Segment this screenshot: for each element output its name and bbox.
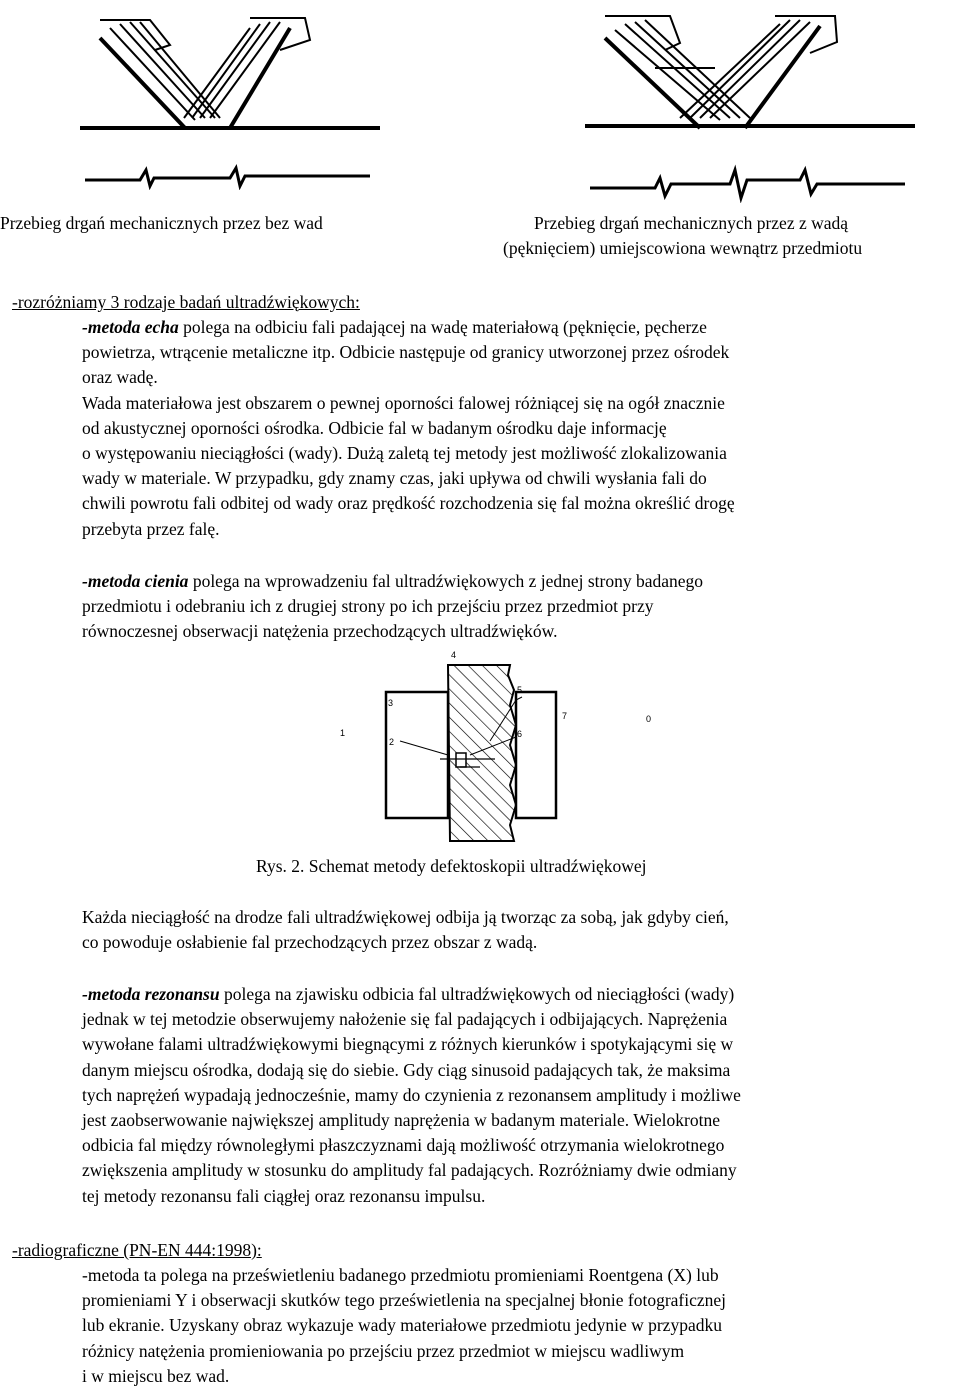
radiography-heading: -radiograficzne (PN-EN 444:1998):	[12, 1240, 262, 1260]
shadow-note-paragraph: Każda nieciągłość na drodze fali ultradźwiękowej odbija ją tworząc za sobą, jak gdyby cień, co powoduje osłabienie fal przechodzących przez obszar z wadą.	[82, 907, 729, 953]
diagram-label-2: 2	[389, 737, 395, 747]
diagram-label-7: 7	[562, 711, 568, 721]
left-caption: Przebieg drgań mechanicznych przez bez wad	[0, 213, 323, 233]
shadow-method-paragraph: -metoda cienia polega na wprowadzeniu fal ultradźwiękowych z jednej strony badanego przedmiotu i odebraniu ich z drugiej strony po ich przejściu przez przedmiot przy równoczesnej obserwacji natężenia przechodzących ultradźwięków.	[82, 571, 704, 642]
echo-method-paragraph: -metoda echa polega na odbiciu fali padającej na wadę materiałową (pęknięcie, pęcherze powietrza, wtrącenie metaliczne itp. Odbicie następuje od granicy utworzonej przez ośrodek oraz wadę. Wada materiałowa jest obszarem o pewnej oporności falowej różniącej się na ogół znacznie od akustycznej oporności ośrodka. Odbicie fal w badanym ośrodku daje informację o występowaniu nieciągłości (wady). Dużą zaletą tej metody jest możliwość zlokalizowania wady w materiale. W przypadku, gdy znamy czas, jaki upływa od chwili wysłania fali do chwili powrotu fali odbitej od wady oraz prędkość rozchodzenia się fal można określić drogę przebyta przez falę.	[82, 317, 735, 539]
diagram-label-6: 6	[517, 729, 523, 739]
right-caption-line2: (pęknięciem) umiejscowiona wewnątrz przedmiotu	[503, 238, 863, 258]
echo-method-term: -metoda echa	[82, 317, 179, 337]
diagram-caption: Rys. 2. Schemat metody defektoskopii ultradźwiękowej	[256, 856, 647, 876]
right-caption-line1: Przebieg drgań mechanicznych przez z wadą	[534, 213, 849, 233]
figure-with-defect	[585, 8, 915, 203]
shadow-method-term: -metoda cienia	[82, 571, 189, 591]
section-heading-ultrasound: -rozróżniamy 3 rodzaje badań ultradźwiękowych:	[12, 292, 360, 312]
diagram-label-4: 4	[451, 650, 457, 660]
radiography-paragraph: -metoda ta polega na prześwietleniu badanego przedmiotu promieniami Roentgena (X) lub promieniami Y i obserwacji skutków tego prześwietlenia na specjalnej błonie fotograficznej lub ekranie. Uzyskany obraz wykazuje wady materiałowe przedmiotu jedynie w przypadku różnicy natężenia promieniowania po przejściu przez przedmiot w miejscu wadliwym i w miejscu bez wad.	[82, 1265, 727, 1386]
diagram-label-0: 0	[646, 714, 652, 724]
figure-no-defect	[80, 10, 380, 190]
resonance-method-term: -metoda rezonansu	[82, 984, 220, 1004]
diagram-label-1: 1	[340, 728, 346, 738]
diagram-label-3: 3	[388, 698, 394, 708]
ultrasound-schematic-diagram	[320, 645, 700, 845]
resonance-method-paragraph: -metoda rezonansu polega na zjawisku odbicia fal ultradźwiękowych od nieciągłości (wady) jednak w tej metodzie obserwujemy nałożenie się fal padających i odbijających. Naprężenia wywołane falami ultradźwiękowymi biegnącymi z różnych kierunków i spotykającymi się w danym miejscu ośrodka, dodają się do siebie. Gdy ciąg sinusoid padających tak, że maksima tych naprężeń wypadają jednocześnie, mamy do czynienia z rezonansem amplitudy i możliwe jest zaobserwowanie największej amplitudy naprężenia w badanym materiale. Wielokrotne odbicia fal między równoległymi płaszczyznami dają możliwość otrzymania wielokrotnego zwiększenia amplitudy w stosunku do amplitudy fal padających. Rozróżniamy dwie odmiany tej metody rezonansu fali ciągłej oraz rezonansu impulsu.	[82, 984, 741, 1206]
diagram-label-5: 5	[517, 685, 523, 695]
